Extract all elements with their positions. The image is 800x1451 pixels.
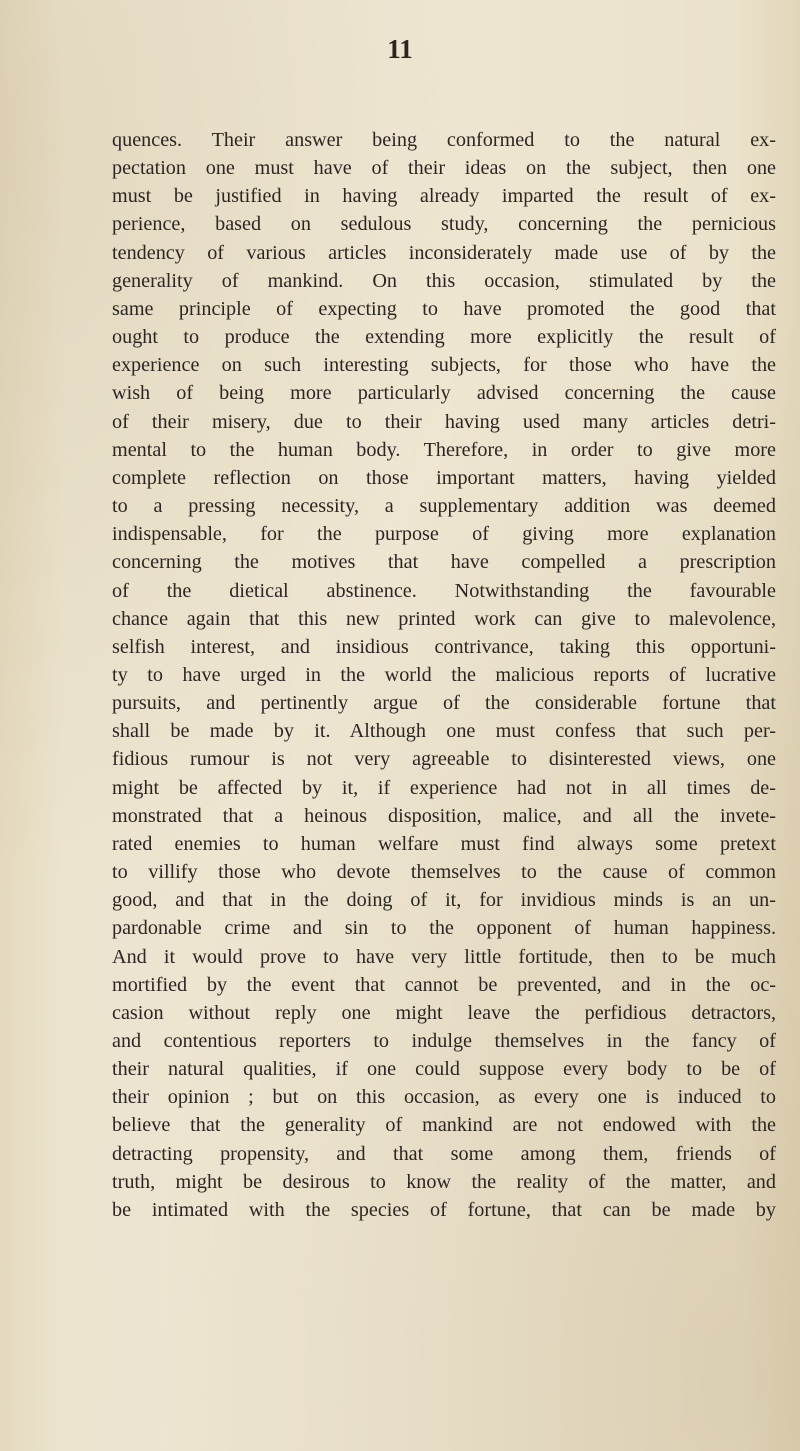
text-line: chance again that this new printed work can give to malevolence,: [112, 607, 776, 630]
text-line: ought to produce the extending more explicitly the result of: [112, 326, 776, 349]
text-line: pardonable crime and sin to the opponent of human happiness.: [112, 917, 776, 940]
text-line: mental to the human body. Therefore, in order to give more: [112, 438, 776, 461]
text-line: complete reflection on those important matters, having yielded: [112, 466, 776, 489]
page-number: 11: [387, 34, 413, 64]
text-line: of the dietical abstinence. Notwithstanding the favourable: [112, 579, 776, 602]
text-line: believe that the generality of mankind are not endowed with the: [112, 1114, 776, 1137]
text-line: perience, based on sedulous study, concerning the pernicious: [112, 213, 776, 236]
text-line: casion without reply one might leave the perfidious detractors,: [112, 1001, 776, 1024]
text-line: fidious rumour is not very agreeable to disinterested views, one: [112, 748, 776, 771]
text-line: tendency of various articles inconsiderately made use of by the: [112, 241, 776, 264]
text-line: their natural qualities, if one could suppose every body to be of: [112, 1058, 776, 1081]
text-line: wish of being more particularly advised concerning the cause: [112, 382, 776, 405]
text-line: experience on such interesting subjects, for those who have the: [112, 354, 776, 377]
text-line: rated enemies to human welfare must find always some pretext: [112, 832, 776, 855]
text-line: indispensable, for the purpose of giving more explanation: [112, 523, 776, 546]
text-line: ty to have urged in the world the malicious reports of lucrative: [112, 663, 776, 686]
text-line: pursuits, and pertinently argue of the considerable fortune that: [112, 692, 776, 715]
text-line: to villify those who devote themselves to the cause of common: [112, 861, 776, 884]
text-line: selfish interest, and insidious contrivance, taking this opportuni-: [112, 635, 776, 658]
text-line: good, and that in the doing of it, for invidious minds is an un-: [112, 889, 776, 912]
text-line: might be affected by it, if experience had not in all times de-: [112, 776, 776, 799]
text-line: concerning the motives that have compelled a prescription: [112, 551, 776, 574]
text-line: detracting propensity, and that some among them, friends of: [112, 1142, 776, 1165]
text-line: monstrated that a heinous disposition, malice, and all the invete-: [112, 804, 776, 827]
text-line: mortified by the event that cannot be prevented, and in the oc-: [112, 973, 776, 996]
text-line: be intimated with the species of fortune, that can be made by: [112, 1198, 776, 1221]
text-line: their opinion ; but on this occasion, as every one is induced to: [112, 1086, 776, 1109]
text-line: generality of mankind. On this occasion, stimulated by the: [112, 269, 776, 292]
text-line: must be justified in having already imparted the result of ex-: [112, 185, 776, 208]
text-line: to a pressing necessity, a supplementary addition was deemed: [112, 495, 776, 518]
text-line: quences. Their answer being conformed to the natural ex-: [112, 129, 776, 151]
text-line: and contentious reporters to indulge themselves in the fancy of: [112, 1030, 776, 1052]
text-line: shall be made by it. Although one must confess that such per-: [112, 720, 776, 743]
text-line: And it would prove to have very little fortitude, then to be much: [112, 945, 776, 968]
body-text: [112, 126, 776, 1224]
text-line: truth, might be desirous to know the reality of the matter, and: [112, 1170, 776, 1193]
text-line: of their misery, due to their having used many articles detri-: [112, 410, 776, 433]
text-line: same principle of expecting to have promoted the good that: [112, 297, 776, 320]
text-line: pectation one must have of their ideas on the subject, then one: [112, 157, 776, 180]
